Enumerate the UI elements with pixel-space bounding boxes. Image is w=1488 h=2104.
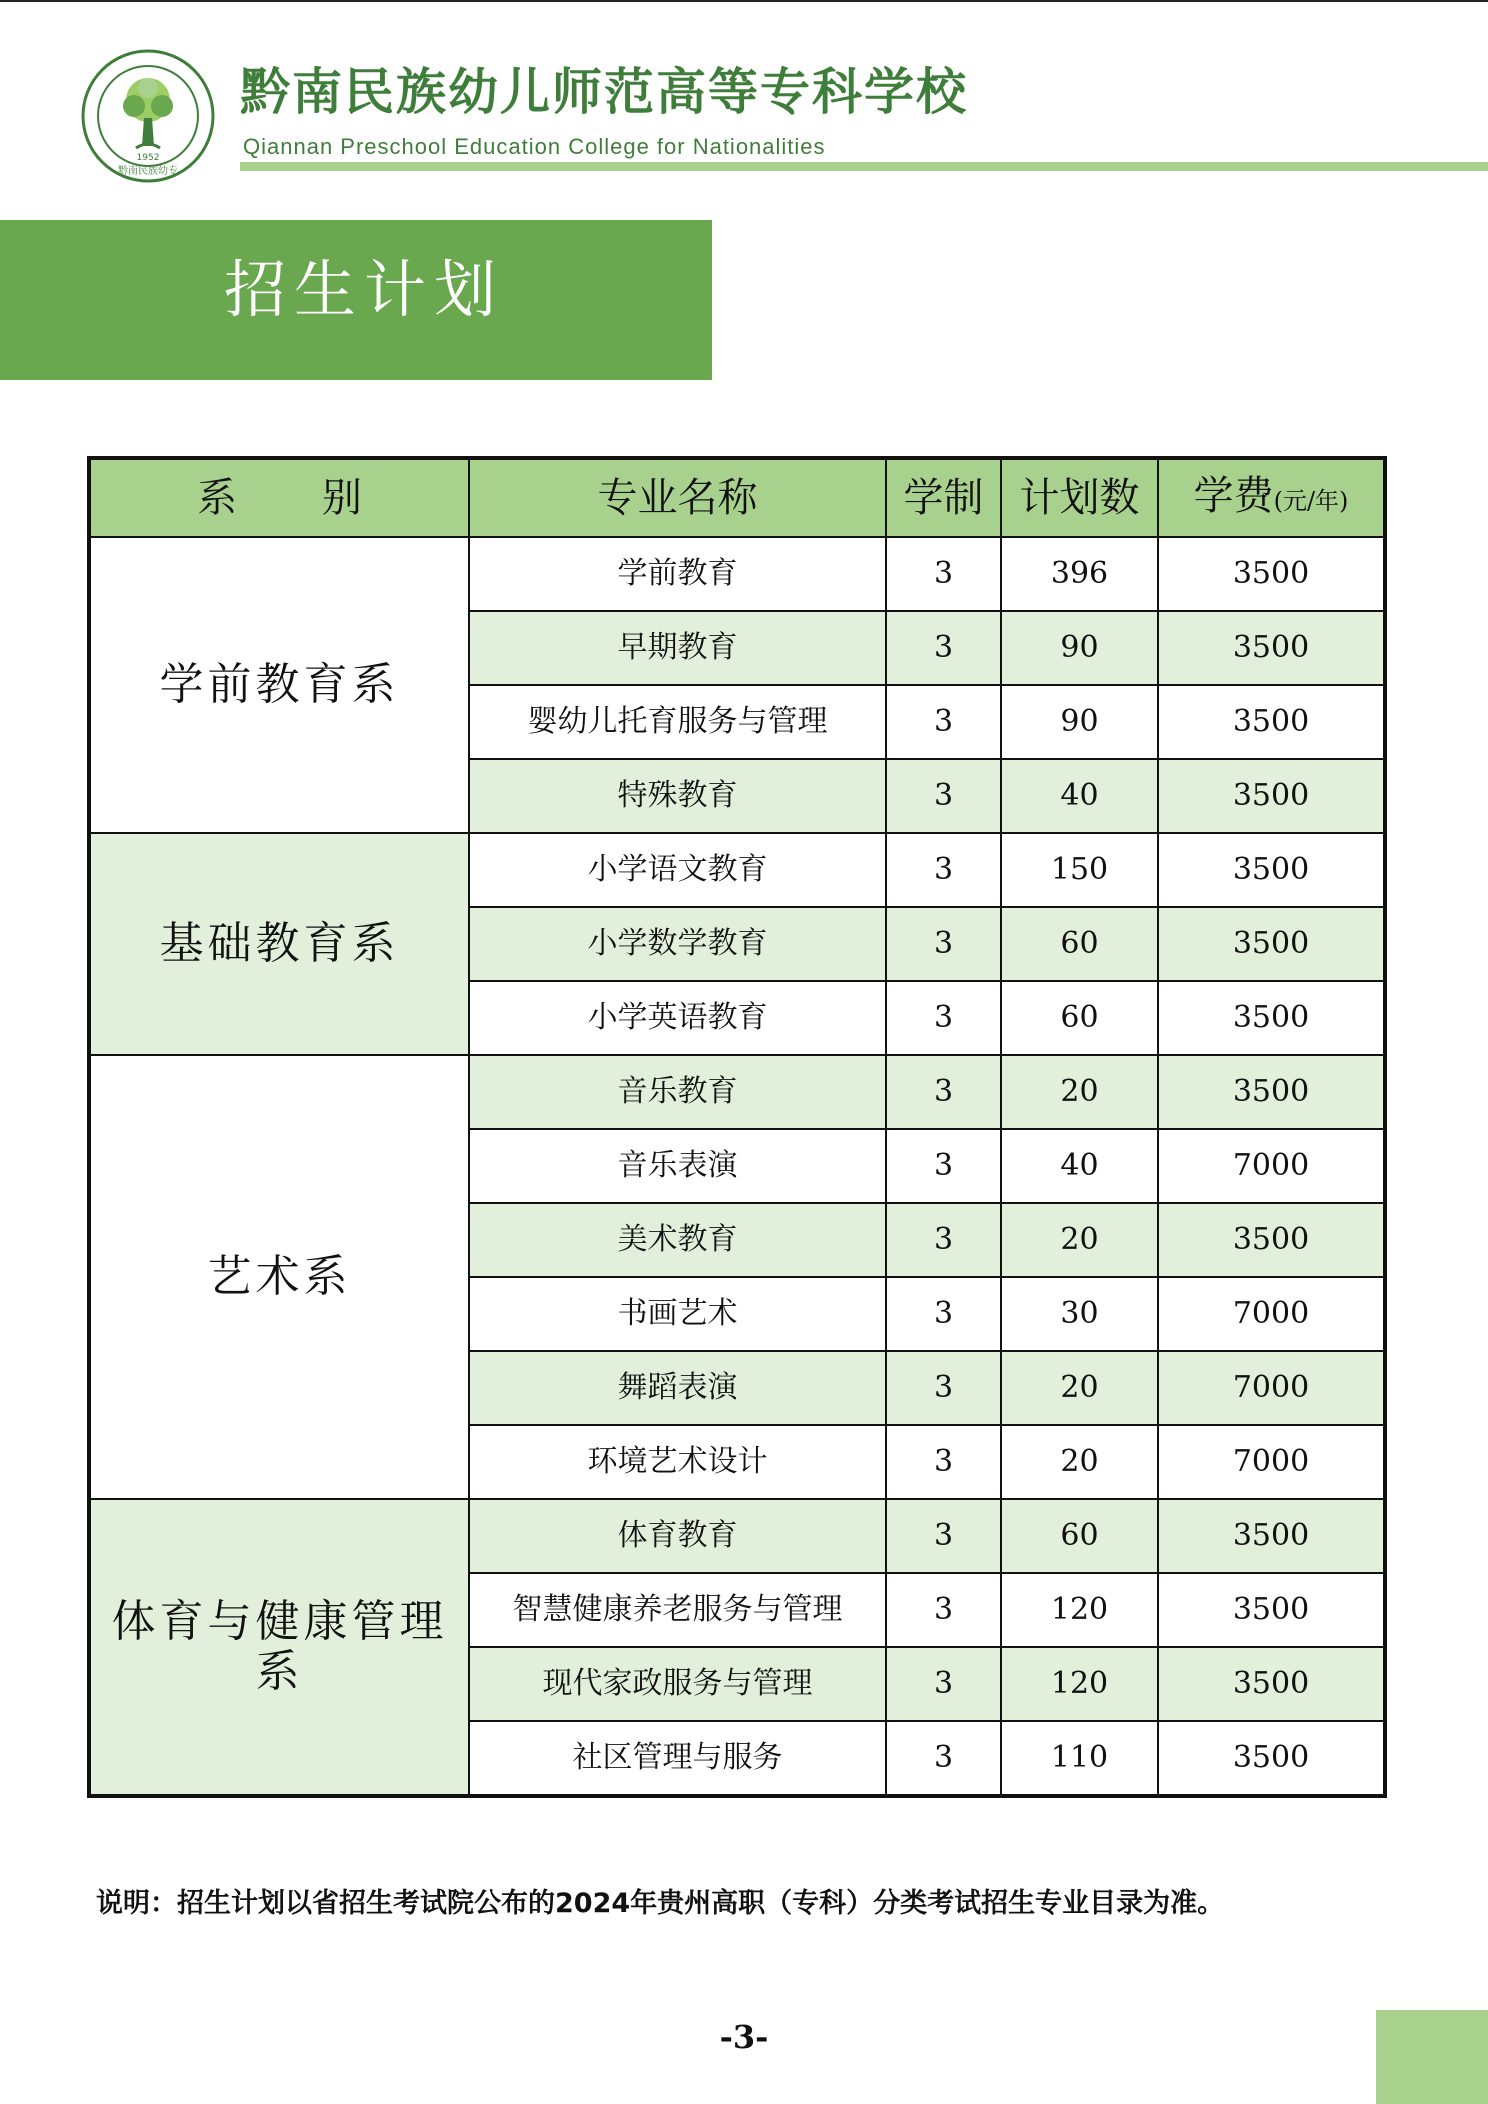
tuition-cell: 3500	[1158, 685, 1385, 759]
quota-cell: 90	[1001, 611, 1158, 685]
major-cell: 智慧健康养老服务与管理	[469, 1573, 886, 1647]
svg-text:黔南民族幼专: 黔南民族幼专	[118, 166, 178, 177]
major-cell: 音乐教育	[469, 1055, 886, 1129]
department-cell: 体育与健康管理系	[89, 1499, 469, 1796]
tuition-cell: 3500	[1158, 1203, 1385, 1277]
department-cell: 艺术系	[89, 1055, 469, 1499]
quota-cell: 20	[1001, 1055, 1158, 1129]
major-cell: 学前教育	[469, 537, 886, 611]
department-cell: 学前教育系	[89, 537, 469, 833]
major-cell: 音乐表演	[469, 1129, 886, 1203]
tuition-cell: 3500	[1158, 1055, 1385, 1129]
table-row	[89, 1499, 1385, 1573]
quota-cell: 60	[1001, 1499, 1158, 1573]
quota-cell: 30	[1001, 1277, 1158, 1351]
duration-cell: 3	[886, 1203, 1001, 1277]
tuition-cell: 7000	[1158, 1277, 1385, 1351]
tuition-cell: 3500	[1158, 1647, 1385, 1721]
tuition-cell: 3500	[1158, 1573, 1385, 1647]
major-cell: 现代家政服务与管理	[469, 1647, 886, 1721]
major-cell: 特殊教育	[469, 759, 886, 833]
table-header-row	[89, 458, 1385, 537]
corner-decoration	[1376, 2010, 1488, 2104]
tuition-cell: 3500	[1158, 611, 1385, 685]
table-row	[89, 1055, 1385, 1129]
quota-cell: 110	[1001, 1721, 1158, 1796]
major-cell: 环境艺术设计	[469, 1425, 886, 1499]
tuition-cell: 7000	[1158, 1425, 1385, 1499]
tuition-cell: 3500	[1158, 833, 1385, 907]
top-border-line	[0, 0, 1488, 2]
duration-cell: 3	[886, 981, 1001, 1055]
duration-cell: 3	[886, 759, 1001, 833]
tuition-cell: 3500	[1158, 981, 1385, 1055]
quota-cell: 40	[1001, 759, 1158, 833]
tuition-cell: 3500	[1158, 1721, 1385, 1796]
quota-cell: 60	[1001, 981, 1158, 1055]
duration-cell: 3	[886, 1647, 1001, 1721]
tuition-cell: 7000	[1158, 1351, 1385, 1425]
major-cell: 早期教育	[469, 611, 886, 685]
quota-cell: 60	[1001, 907, 1158, 981]
major-cell: 体育教育	[469, 1499, 886, 1573]
major-cell: 舞蹈表演	[469, 1351, 886, 1425]
duration-cell: 3	[886, 833, 1001, 907]
quota-cell: 120	[1001, 1573, 1158, 1647]
major-cell: 小学英语教育	[469, 981, 886, 1055]
school-logo	[80, 48, 216, 184]
school-name-cn: 黔南民族幼儿师范高等专科学校	[240, 63, 968, 121]
section-title: 招生计划	[224, 253, 505, 326]
major-cell: 书画艺术	[469, 1277, 886, 1351]
tuition-cell: 7000	[1158, 1129, 1385, 1203]
duration-cell: 3	[886, 1425, 1001, 1499]
major-cell: 小学语文教育	[469, 833, 886, 907]
footnote: 说明：招生计划以省招生考试院公布的2024年贵州高职（专科）分类考试招生专业目录为准。	[96, 1888, 1225, 1919]
duration-cell: 3	[886, 611, 1001, 685]
quota-cell: 20	[1001, 1425, 1158, 1499]
header-tuition: 学费(元/年)	[1158, 458, 1385, 537]
duration-cell: 3	[886, 1277, 1001, 1351]
duration-cell: 3	[886, 1129, 1001, 1203]
duration-cell: 3	[886, 1499, 1001, 1573]
duration-cell: 3	[886, 1351, 1001, 1425]
duration-cell: 3	[886, 1055, 1001, 1129]
major-cell: 婴幼儿托育服务与管理	[469, 685, 886, 759]
header-quota: 计划数	[1001, 458, 1158, 537]
header-divider	[240, 162, 1488, 171]
header-duration: 学制	[886, 458, 1001, 537]
duration-cell: 3	[886, 685, 1001, 759]
duration-cell: 3	[886, 907, 1001, 981]
duration-cell: 3	[886, 1721, 1001, 1796]
table-row	[89, 537, 1385, 611]
quota-cell: 20	[1001, 1351, 1158, 1425]
duration-cell: 3	[886, 537, 1001, 611]
major-cell: 社区管理与服务	[469, 1721, 886, 1796]
quota-cell: 120	[1001, 1647, 1158, 1721]
department-cell: 基础教育系	[89, 833, 469, 1055]
tuition-cell: 3500	[1158, 759, 1385, 833]
header-department: 系 别	[89, 458, 469, 537]
major-cell: 小学数学教育	[469, 907, 886, 981]
tuition-cell: 3500	[1158, 537, 1385, 611]
tuition-cell: 3500	[1158, 1499, 1385, 1573]
quota-cell: 20	[1001, 1203, 1158, 1277]
major-cell: 美术教育	[469, 1203, 886, 1277]
quota-cell: 150	[1001, 833, 1158, 907]
duration-cell: 3	[886, 1573, 1001, 1647]
tuition-cell: 3500	[1158, 907, 1385, 981]
page-number: -3-	[719, 2018, 769, 2056]
quota-cell: 90	[1001, 685, 1158, 759]
quota-cell: 396	[1001, 537, 1158, 611]
enrollment-plan-table	[87, 456, 1387, 1798]
table-row	[89, 833, 1385, 907]
quota-cell: 40	[1001, 1129, 1158, 1203]
school-name-en: Qiannan Preschool Education College for Nationalities	[243, 134, 826, 159]
svg-text:1952: 1952	[136, 153, 160, 163]
header-major: 专业名称	[469, 458, 886, 537]
